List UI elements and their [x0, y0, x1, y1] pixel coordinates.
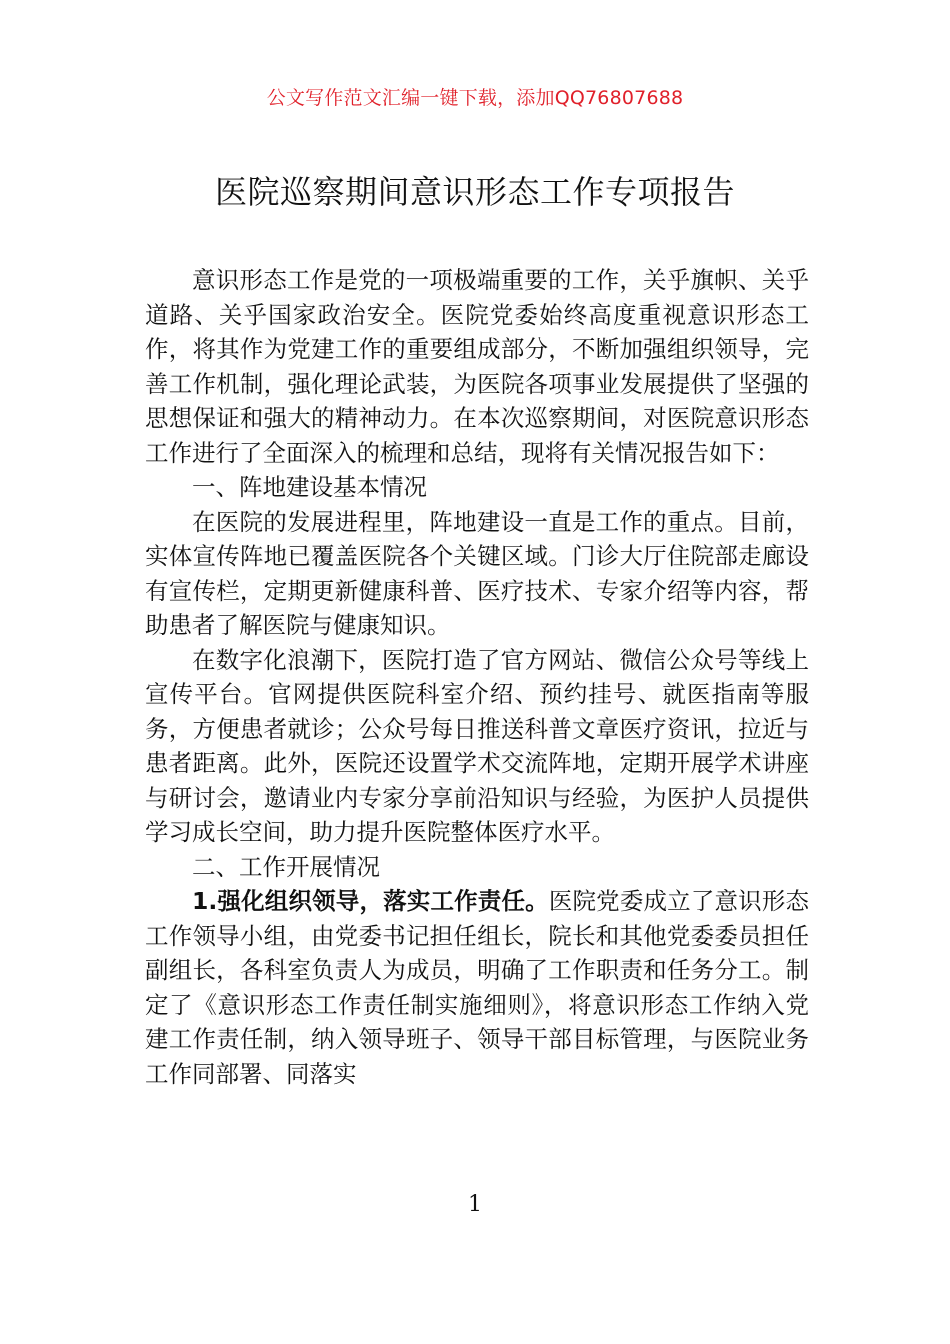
- section2-item-1-text: 医院党委成立了意识形态工作领导小组，由党委书记担任组长，院长和其他党委委员担任副组长，各科室负责人为成员，明确了工作职责和任务分工。制定了《意识形态工作责任制实施细则》，将意识形态工作纳入党建工作责任制，纳入领导班子、领导干部目标管理，与医院业务工作同部署、同落实: [145, 887, 809, 1088]
- intro-paragraph: 意识形态工作是党的一项极端重要的工作，关乎旗帜、关乎道路、关乎国家政治安全。医院党委始终高度重视意识形态工作，将其作为党建工作的重要组成部分，不断加强组织领导，完善工作机制，强化理论武装，为医院各项事业发展提供了坚强的思想保证和强大的精神动力。在本次巡察期间，对医院意识形态工作进行了全面深入的梳理和总结，现将有关情况报告如下：: [145, 266, 809, 467]
- section1-paragraph-2: 在数字化浪潮下，医院打造了官方网站、微信公众号等线上宣传平台。官网提供医院科室介绍、预约挂号、就医指南等服务，方便患者就诊；公众号每日推送科普文章医疗资讯，拉近与患者距离。此外，医院还设置学术交流阵地，定期开展学术讲座与研讨会，邀请业内专家分享前沿知识与经验，为医护人员提供学习成长空间，助力提升医院整体医疗水平。: [145, 645, 809, 846]
- page-number: 1: [468, 1192, 482, 1217]
- document-title: 医院巡察期间意识形态工作专项报告: [214, 173, 735, 211]
- document-body: [145, 263, 809, 1091]
- section2-item-1-lead: 1.强化组织领导，落实工作责任。: [192, 887, 549, 915]
- section-heading-1: 一、阵地建设基本情况: [192, 473, 427, 501]
- section-heading-2: 二、工作开展情况: [192, 852, 380, 881]
- section1-paragraph-1: 在医院的发展进程里，阵地建设一直是工作的重点。目前，实体宣传阵地已覆盖医院各个关键区域。门诊大厅住院部走廊设有宣传栏，定期更新健康科普、医疗技术、专家介绍等内容，帮助患者了解医院与健康知识。: [145, 507, 809, 639]
- section2-item-1: [145, 884, 809, 1091]
- download-watermark: 公文写作范文汇编一键下载，添加QQ76807688: [266, 87, 684, 109]
